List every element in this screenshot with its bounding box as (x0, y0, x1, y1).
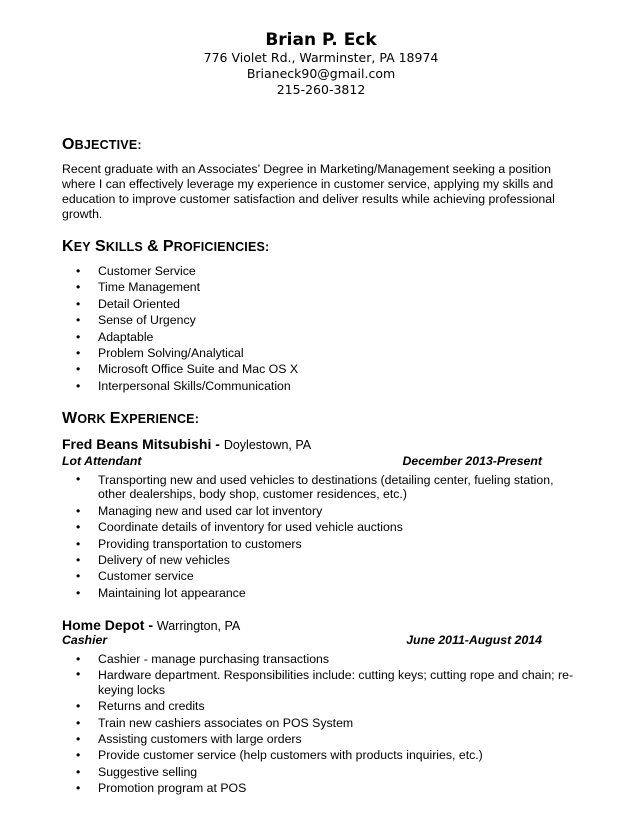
job-1-dates: December 2013-Present (402, 454, 542, 468)
list-item: • Detail Oriented (62, 296, 578, 312)
list-item: • Customer service (62, 568, 578, 584)
list-item: • Coordinate details of inventory for used vehicle auctions (62, 519, 578, 535)
employer-1: Fred Beans Mitsubishi - Doylestown, PA (62, 436, 312, 452)
candidate-name: Brian P. Eck (265, 30, 377, 50)
list-item: • Delivery of new vehicles (62, 552, 578, 568)
list-item: • Sense of Urgency (62, 312, 578, 328)
job-1-title: Lot Attendant (62, 454, 142, 468)
list-item: • Maintaining lot appearance (62, 585, 578, 601)
work-heading: WORK EXPERIENCE: (62, 410, 200, 427)
email: Brianeck90@gmail.com (246, 66, 396, 81)
list-item: • Suggestive selling (62, 764, 578, 780)
resume-header (0, 30, 638, 98)
list-item: • Customer Service (62, 263, 578, 279)
list-item: • Managing new and used car lot inventory (62, 503, 578, 519)
objective-text: Recent graduate with an Associates’ Degree in Marketing/Management seeking a position where I can effectively leverage my experience in customer service, applying my skills and education to improve customer satisfaction and deliver results while achieving professional growth. (62, 162, 555, 221)
job-1-role-line (62, 454, 542, 468)
list-item: • Provide customer service (help customers with products inquiries, etc.) (62, 747, 578, 763)
list-item: • Returns and credits (62, 698, 578, 714)
list-item: • Hardware department. Responsibilities include: cutting keys; cutting rope and chain; re-keying locks (62, 667, 578, 698)
list-item: • Providing transportation to customers (62, 536, 578, 552)
address: 776 Violet Rd., Warminster, PA 18974 (203, 50, 439, 65)
list-item: • Train new cashiers associates on POS System (62, 715, 578, 731)
job-1-duties (62, 472, 578, 601)
list-item: • Microsoft Office Suite and Mac OS X (62, 361, 578, 377)
list-item: • Interpersonal Skills/Communication (62, 378, 578, 394)
list-item: • Assisting customers with large orders (62, 731, 578, 747)
job-2-role-line (62, 633, 542, 647)
list-item: • Transporting new and used vehicles to destinations (detailing center, fueling station, other dealerships, body shop, customer residences, etc.) (62, 472, 578, 503)
list-item: • Problem Solving/Analytical (62, 345, 578, 361)
list-item: • Promotion program at POS (62, 780, 578, 796)
job-2-duties (62, 651, 578, 797)
job-2-title: Cashier (62, 633, 108, 647)
phone: 215-260-3812 (276, 82, 366, 97)
objective-heading: OBJECTIVE: (62, 136, 142, 153)
skills-list (62, 263, 578, 394)
job-2-dates: June 2011-August 2014 (406, 633, 542, 647)
list-item: • Time Management (62, 279, 578, 295)
skills-heading: KEY SKILLS & PROFICIENCIES: (62, 238, 270, 255)
list-item: • Adaptable (62, 329, 578, 345)
employer-2: Home Depot - Warrington, PA (62, 617, 241, 633)
list-item: • Cashier - manage purchasing transactions (62, 651, 578, 667)
